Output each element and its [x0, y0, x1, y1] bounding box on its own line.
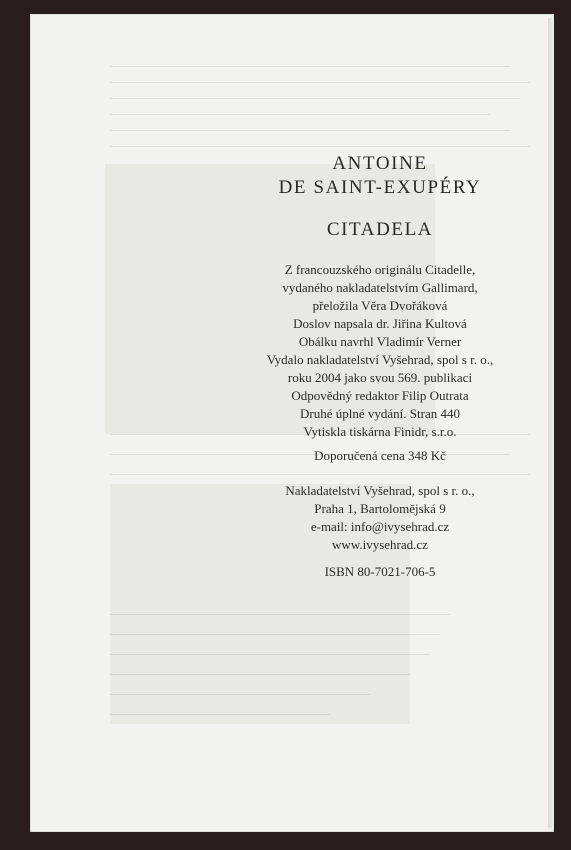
publisher-address	[190, 482, 570, 554]
book-title: CITADELA	[326, 219, 434, 240]
book-page	[30, 14, 554, 832]
recommended-price: Doporučená cena 348 Kč	[314, 448, 446, 463]
colophon-line: Odpovědný redaktor Filip Outrata	[291, 388, 469, 403]
publisher-website: www.ivysehrad.cz	[332, 537, 428, 552]
publisher-email: e-mail: info@ivysehrad.cz	[310, 519, 450, 534]
colophon-line: roku 2004 jako svou 569. publikaci	[287, 370, 473, 385]
colophon-line: Obálku navrhl Vladimír Verner	[298, 334, 462, 349]
colophon-line: Vytiskla tiskárna Finidr, s.r.o.	[303, 424, 457, 439]
colophon-line: Vydalo nakladatelství Vyšehrad, spol s r. o.,	[266, 352, 494, 367]
author-name-line-1: ANTOINE	[332, 153, 428, 174]
colophon-line: přeložila Věra Dvořáková	[312, 298, 448, 313]
colophon-line: Druhé úplné vydání. Stran 440	[300, 406, 460, 421]
colophon-line: Doslov napsala dr. Jiřina Kultová	[293, 316, 467, 331]
colophon-line: vydaného nakladatelstvím Gallimard,	[282, 280, 478, 295]
publisher-street: Praha 1, Bartolomějská 9	[314, 501, 446, 516]
colophon	[190, 261, 570, 441]
author-name-line-2: DE SAINT-EXUPÉRY	[278, 177, 482, 198]
publisher-name: Nakladatelství Vyšehrad, spol s r. o.,	[285, 483, 475, 498]
page-edge	[548, 18, 554, 828]
colophon-line: Z francouzského originálu Citadelle,	[284, 262, 476, 277]
isbn: ISBN 80-7021-706-5	[324, 564, 436, 579]
